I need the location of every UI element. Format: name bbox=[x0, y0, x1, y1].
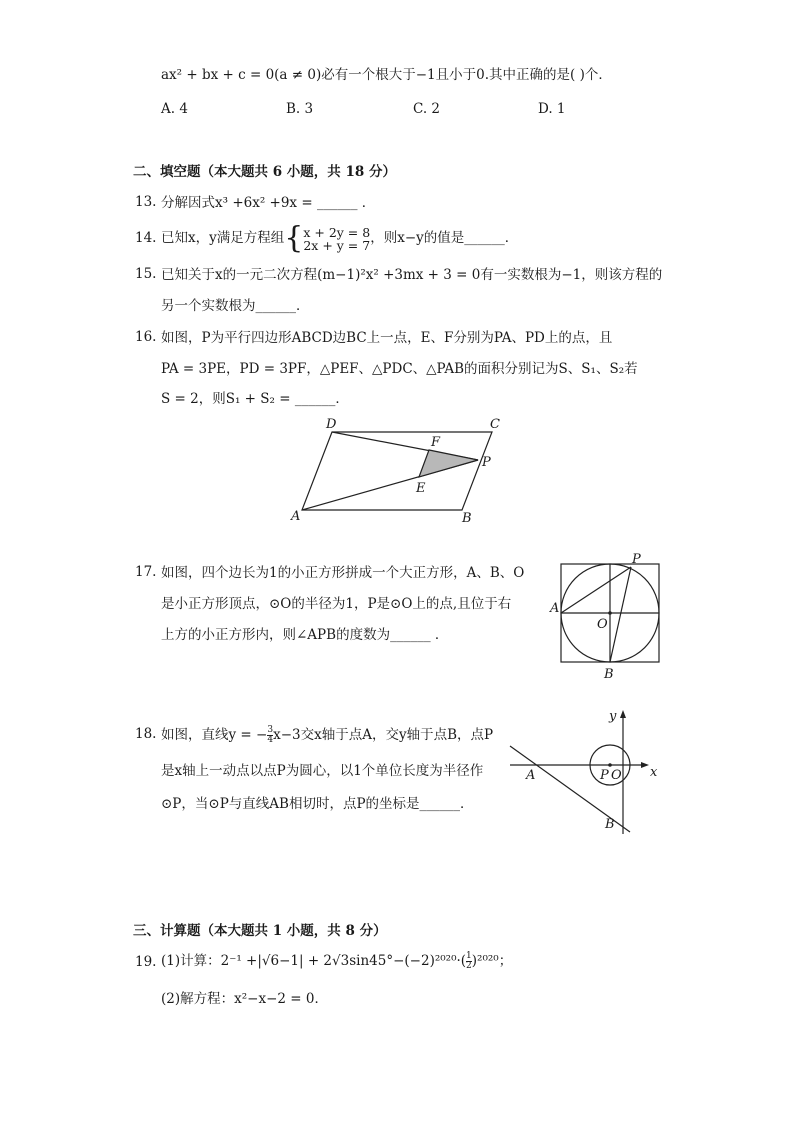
label-o: O bbox=[597, 617, 608, 632]
q19-frac-den: 2 bbox=[466, 961, 472, 971]
q17-line2: 是小正方形顶点，⊙O的半径为1，P是⊙O上的点,且位于右 bbox=[161, 596, 512, 612]
q14-brace: { bbox=[284, 220, 304, 256]
triangle-pef bbox=[419, 450, 478, 477]
segment-ap bbox=[561, 567, 631, 613]
q16-line1: 如图，P为平行四边形ABCD边BC上一点，E、F分别为PA、PD上的点，且 bbox=[161, 330, 613, 346]
label-e: E bbox=[416, 481, 426, 496]
q16-number: 16. bbox=[135, 329, 157, 345]
label-p: P bbox=[600, 768, 609, 783]
label-a: A bbox=[291, 509, 301, 524]
q18-line1-pre: 如图，直线y = − bbox=[161, 727, 268, 743]
point-p bbox=[608, 763, 612, 767]
q19-part1-pre: (1)计算：2⁻¹ +|√6−1| + 2√3sin45°−(−2)²⁰²⁰·( bbox=[161, 953, 467, 969]
q16-line3: S = 2，则S₁ + S₂ = ______． bbox=[161, 391, 349, 407]
label-d: D bbox=[326, 417, 337, 432]
q12-option-d[interactable]: D. 1 bbox=[538, 101, 566, 117]
section-2-title: 二、填空题（本大题共 6 小题，共 18 分） bbox=[133, 164, 396, 180]
q14-post: ，则x−y的值是______． bbox=[370, 230, 519, 246]
q13-text: 分解因式x³ +6x² +9x = ______ ． bbox=[161, 195, 376, 211]
q17-line3: 上方的小正方形内，则∠APB的度数为______ ． bbox=[161, 627, 449, 643]
q12-text: ax² + bx + c = 0(a ≠ 0)必有一个根大于−1且小于0.其中正确的是( )个． bbox=[161, 67, 612, 83]
q12-option-b[interactable]: B. 3 bbox=[286, 101, 314, 117]
x-axis-arrow bbox=[641, 762, 649, 768]
q19-part1 bbox=[161, 948, 512, 974]
q18-line2: 是x轴上一动点以点P为圆心，以1个单位长度为半径作 bbox=[161, 763, 484, 779]
label-b: B bbox=[604, 667, 614, 682]
q16-parallelogram-figure bbox=[290, 412, 505, 524]
q18-frac-den: 4 bbox=[267, 735, 274, 745]
label-f: F bbox=[431, 435, 441, 450]
q14-pre: 已知x，y满足方程组 bbox=[161, 230, 285, 246]
q14-number: 14. bbox=[135, 230, 157, 246]
q15-line1: 已知关于x的一元二次方程(m−1)²x² +3mx + 3 = 0有一实数根为−1，则该方程的 bbox=[161, 267, 663, 283]
q17-line1: 如图，四个边长为1的小正方形拼成一个大正方形，A、B、O bbox=[161, 565, 525, 581]
label-y: y bbox=[609, 709, 617, 724]
label-o: O bbox=[611, 768, 622, 783]
q18-frac-num: 3 bbox=[267, 725, 274, 735]
label-b: B bbox=[605, 817, 615, 832]
parallelogram-abcd bbox=[302, 432, 492, 510]
q19-number: 19. bbox=[135, 954, 157, 970]
segment-bp bbox=[610, 567, 631, 662]
q13-number: 13. bbox=[135, 194, 157, 210]
q17-circle-figure bbox=[545, 550, 670, 685]
q19-part1-post: )²⁰²⁰； bbox=[471, 953, 513, 969]
label-a: A bbox=[526, 768, 536, 783]
label-c: C bbox=[490, 417, 500, 432]
q18-number: 18. bbox=[135, 726, 157, 742]
q18-coordinate-figure bbox=[505, 704, 665, 839]
q14-eq2: 2x + y = 7 bbox=[303, 237, 371, 253]
q14-text bbox=[161, 221, 518, 255]
q15-number: 15. bbox=[135, 266, 157, 282]
q12-option-a[interactable]: A. 4 bbox=[161, 101, 188, 117]
label-b: B bbox=[462, 511, 472, 524]
q18-line3: ⊙P，当⊙P与直线AB相切时，点P的坐标是______． bbox=[161, 796, 474, 812]
label-p: P bbox=[482, 455, 491, 470]
q18-line1-post: x−3交x轴于点A，交y轴于点B，点P bbox=[273, 727, 494, 743]
y-axis-arrow bbox=[620, 710, 626, 718]
q14-eq1: x + 2y = 8 bbox=[303, 224, 371, 240]
label-x: x bbox=[650, 765, 658, 780]
q16-line2: PA = 3PE，PD = 3PF，△PEF、△PDC、△PAB的面积分别记为S、S₁、S₂若 bbox=[161, 361, 638, 377]
q18-line1 bbox=[161, 722, 493, 748]
label-p: P bbox=[632, 552, 641, 567]
label-a: A bbox=[550, 601, 560, 616]
center-point bbox=[608, 611, 612, 615]
section-3-title: 三、计算题（本大题共 1 小题，共 8 分） bbox=[133, 923, 387, 939]
q19-part2: (2)解方程：x²−x−2 = 0． bbox=[161, 991, 328, 1007]
q17-number: 17. bbox=[135, 564, 157, 580]
q14-system bbox=[303, 226, 370, 252]
q19-frac-num: 1 bbox=[466, 951, 472, 961]
q12-option-c[interactable]: C. 2 bbox=[413, 101, 441, 117]
q15-line2: 另一个实数根为______． bbox=[161, 298, 310, 314]
